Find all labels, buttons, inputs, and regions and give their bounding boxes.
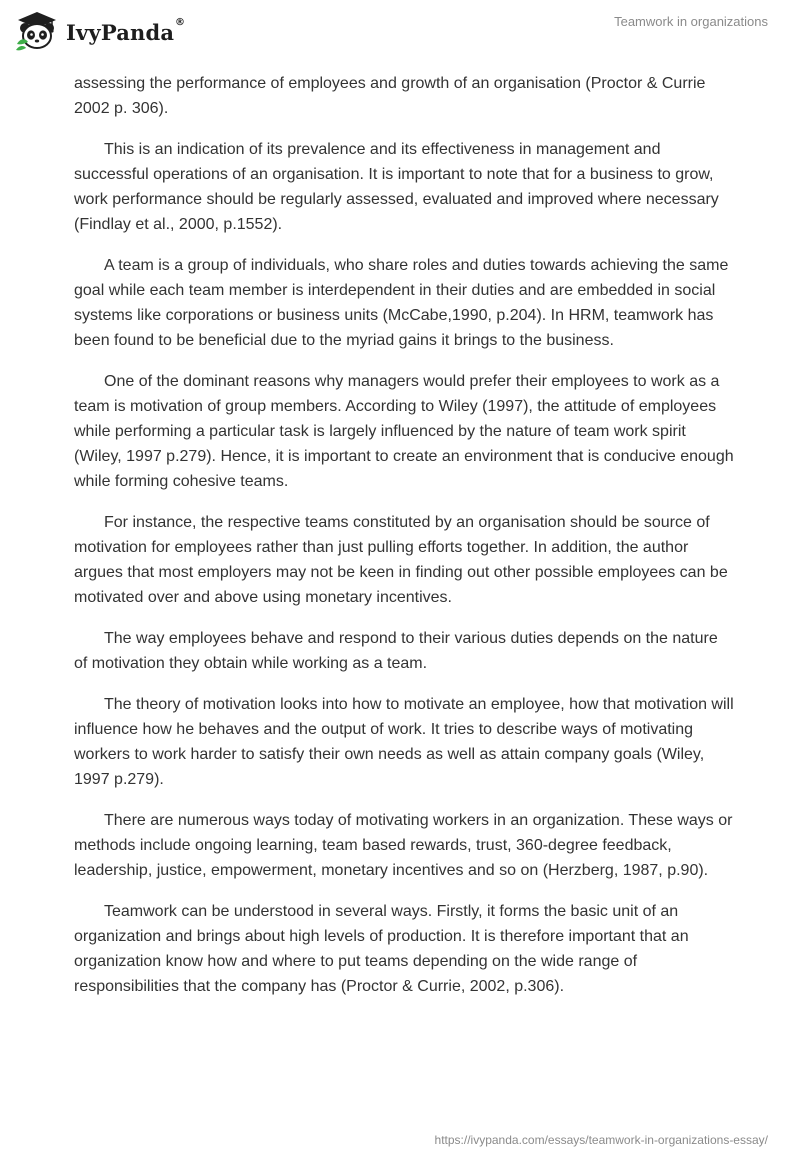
panda-graduate-logo-icon xyxy=(14,8,60,54)
paragraph: The way employees behave and respond to their various duties depends on the nature of motivation they obtain while working as a team. xyxy=(74,630,718,672)
paragraph: There are numerous ways today of motivating workers in an organization. These ways or methods include ongoing learning, team based rewards, trust, 360-degree feedback, leadership, justice, empowerment, monetary incentives and so on (Herzberg, 1987, p.90). xyxy=(74,812,733,879)
registered-mark: ® xyxy=(175,16,186,28)
paragraph: Teamwork can be understood in several ways. Firstly, it forms the basic unit of an organization and brings about high levels of production. It is therefore important that an organization know how and where to put teams depending on the wide range of responsibilities that the company has (Proctor & Currie, 2002, p.306). xyxy=(74,903,689,995)
document-title: Teamwork in organizations xyxy=(614,14,768,29)
paragraph: For instance, the respective teams constituted by an organisation should be source of motivation for employees rather than just pulling efforts together. In addition, the author argues that most employers may not be keen in finding out other possible employees can be motivated over and above using monetary incentives. xyxy=(74,514,728,606)
page-header xyxy=(0,0,800,60)
ivypanda-logo[interactable] xyxy=(14,8,186,54)
paragraph: A team is a group of individuals, who share roles and duties towards achieving the same goal while each team member is interdependent in their duties and are embedded in social systems like corporations or business units (McCabe,1990, p.204). In HRM, teamwork has been found to be beneficial due to the myriad gains it brings to the business. xyxy=(74,257,729,349)
brand-name xyxy=(66,16,186,45)
essay-body xyxy=(74,71,734,1015)
paragraph: assessing the performance of employees and growth of an organisation (Proctor & Currie 2002 p. 306). xyxy=(74,75,706,117)
paragraph: This is an indication of its prevalence and its effectiveness in management and successful operations of an organisation. It is important to note that for a business to grow, work performance should be regularly assessed, evaluated and improved where necessary (Findlay et al., 2000, p.1552). xyxy=(74,141,719,233)
paragraph: One of the dominant reasons why managers would prefer their employees to work as a team is motivation of group members. According to Wiley (1997), the attitude of employees while performing a particular task is largely influenced by the nature of team work spirit (Wiley, 1997 p.279). Hence, it is important to create an environment that is conducive enough while forming cohesive teams. xyxy=(74,373,734,490)
source-url[interactable]: https://ivypanda.com/essays/teamwork-in-organizations-essay/ xyxy=(434,1133,768,1147)
paragraph: The theory of motivation looks into how to motivate an employee, how that motivation will influence how he behaves and the output of work. It tries to describe ways of motivating workers to work harder to satisfy their own needs as well as attain company goals (Wiley, 1997 p.279). xyxy=(74,696,734,788)
brand-name-text: IvyPanda xyxy=(66,19,175,45)
